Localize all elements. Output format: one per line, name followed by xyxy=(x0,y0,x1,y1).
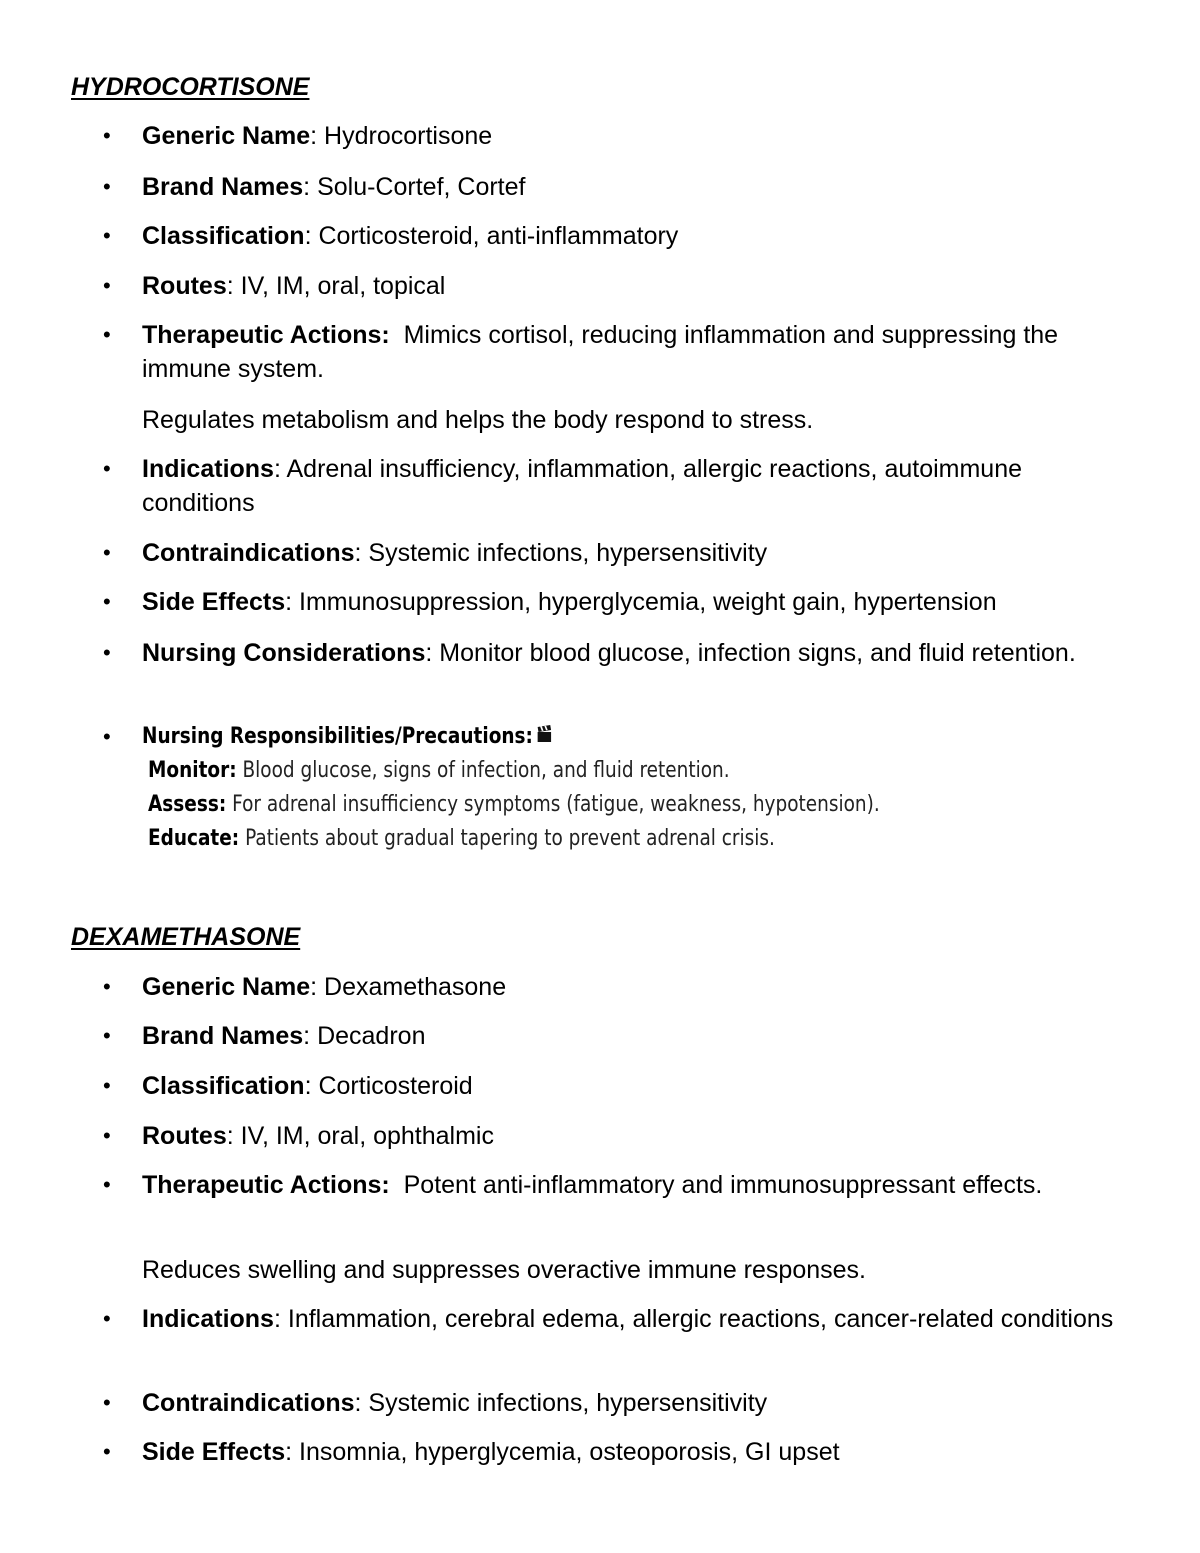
bullet-icon: • xyxy=(103,974,111,999)
bullet-icon: • xyxy=(103,1390,111,1415)
bullet-icon: • xyxy=(103,1073,111,1098)
bullet-icon: • xyxy=(103,456,111,481)
document-page: HYDROCORTISONE • Generic Name: Hydrocortisone • Brand Names: Solu-Cortef, Cortef • Classification: Corticosteroid, anti-inflammatory • Routes: IV, IM, oral, topical • Therapeutic Actions: Mimics cortisol, reducing inflammation and suppressing the immune system. Regulates metabolism and helps the body respond to stress. • Indications: Adrenal insufficiency, inflammation, allergic reactions, autoimmune conditions • Contraindications: Systemic infections, hypersensitivity • Side Effects: Immunosuppression, hyperglycemia, weight gain, hypertension • Nursing Considerations: Monitor blood glucose, infection signs, and fluid retention. • Nursing Responsibilities/Precautions: Monitor: Blood glucose, signs of infection, and fluid retention. Assess: For adrenal insufficiency symptoms (fatigue, weakness, hypotension). Educate: Patients about gradual tapering to prevent adrenal crisis. DEXAMETHASONE • Generic Name: Dexamethasone • Brand Names: Decadron • Classification: Corticosteroid • Routes: IV, IM, oral, ophthalmic • Therapeutic Actions: Potent anti-inflammatory and immunosuppressant effects. Reduces swelling and suppresses overactive immune responses. • Indications: Inflammation, cerebral edema, allergic reactions, cancer-related conditions • Contraindications: Systemic infections, hypersensitivity • Side Effects: Insomnia, hyperglycemia, osteoporosis, GI upset xyxy=(0,0,1200,1553)
bullet-icon: • xyxy=(103,123,111,148)
bullet-icon: • xyxy=(103,1439,111,1464)
bullet-icon: • xyxy=(103,540,111,565)
bullet-icon: • xyxy=(103,174,111,199)
bullet-icon: • xyxy=(103,273,111,298)
clapperboard-icon xyxy=(536,720,553,754)
therapeutic-note: Regulates metabolism and helps the body respond to stress. xyxy=(142,406,814,434)
bullet-icon: • xyxy=(103,223,111,248)
bullet-icon: • xyxy=(103,1306,111,1331)
responsibility-assess: Assess: For adrenal insufficiency symptoms (fatigue, weakness, hypotension). xyxy=(148,792,880,817)
bullet-icon: • xyxy=(103,640,111,665)
bullet-icon: • xyxy=(103,1123,111,1148)
drug-heading-hydrocortisone: HYDROCORTISONE xyxy=(71,73,310,101)
bullet-icon: • xyxy=(103,589,111,614)
responsibility-educate: Educate: Patients about gradual tapering to prevent adrenal crisis. xyxy=(148,826,775,851)
bullet-icon: • xyxy=(103,724,111,749)
drug-heading-dexamethasone: DEXAMETHASONE xyxy=(71,923,301,951)
bullet-icon: • xyxy=(103,1172,111,1197)
bullet-icon: • xyxy=(103,322,111,347)
therapeutic-note: Reduces swelling and suppresses overactive immune responses. xyxy=(142,1256,866,1284)
responsibility-monitor: Monitor: Blood glucose, signs of infection, and fluid retention. xyxy=(148,758,730,783)
bullet-icon: • xyxy=(103,1023,111,1048)
